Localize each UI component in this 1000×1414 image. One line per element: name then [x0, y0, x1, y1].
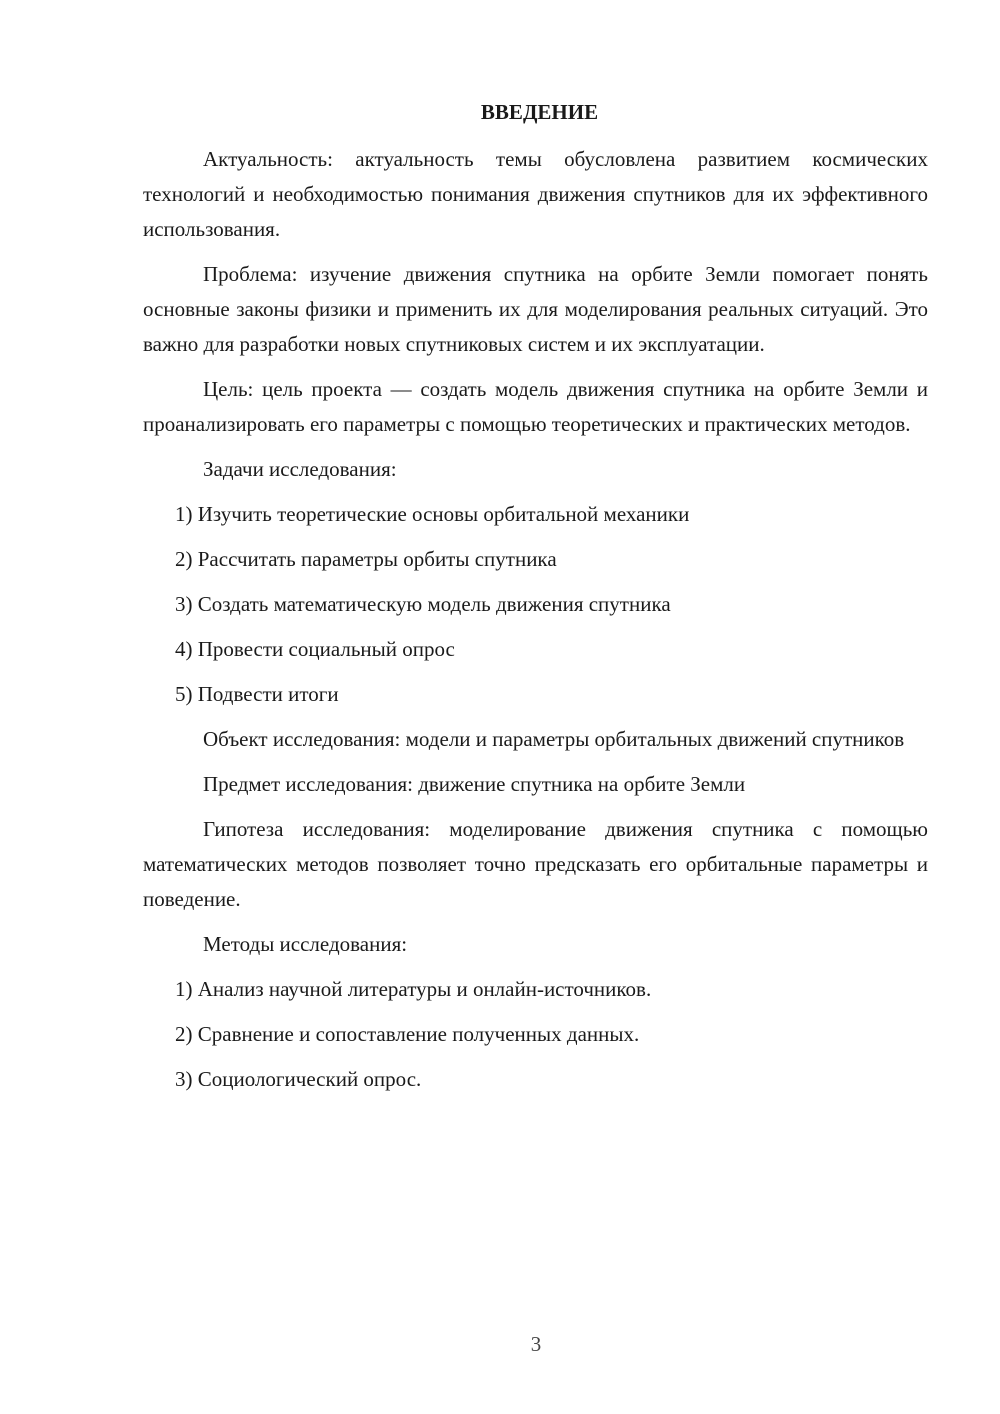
subject-paragraph: Предмет исследования: движение спутника на орбите Земли [203, 772, 746, 796]
methods-list [143, 972, 928, 1097]
task-item: 2) Рассчитать параметры орбиты спутника [175, 547, 557, 571]
task-item: 5) Подвести итоги [175, 682, 339, 706]
page-title: ВВЕДЕНИЕ [480, 100, 599, 124]
task-item: 3) Создать математическую модель движения спутника [175, 592, 671, 616]
hypothesis-paragraph: Гипотеза исследования: моделирование движения спутника с помощью математических методов позволяет точно предсказать его орбитальные параметры и поведение. [143, 817, 928, 911]
tasks-heading: Задачи исследования: [203, 457, 397, 481]
method-item: 3) Социологический опрос. [175, 1067, 422, 1091]
relevance-paragraph: Актуальность: актуальность темы обусловлена развитием космических технологий и необходимостью понимания движения спутников для их эффективного использования. [143, 147, 928, 241]
problem-paragraph: Проблема: изучение движения спутника на орбите Земли помогает понять основные законы физики и применить их для моделирования реальных ситуаций. Это важно для разработки новых спутниковых систем и их эксплуатации. [143, 262, 928, 356]
task-item: 1) Изучить теоретические основы орбитальной механики [175, 502, 690, 526]
document-page [143, 95, 928, 1107]
method-item: 2) Сравнение и сопоставление полученных данных. [175, 1022, 640, 1046]
object-paragraph: Объект исследования: модели и параметры орбитальных движений спутников [203, 727, 905, 751]
method-item: 1) Анализ научной литературы и онлайн-источников. [175, 977, 652, 1001]
goal-paragraph: Цель: цель проекта — создать модель движения спутника на орбите Земли и проанализировать его параметры с помощью теоретических и практических методов. [143, 377, 928, 436]
methods-heading: Методы исследования: [203, 932, 408, 956]
tasks-list [143, 497, 928, 712]
task-item: 4) Провести социальный опрос [175, 637, 455, 661]
page-number: 3 [530, 1332, 542, 1356]
